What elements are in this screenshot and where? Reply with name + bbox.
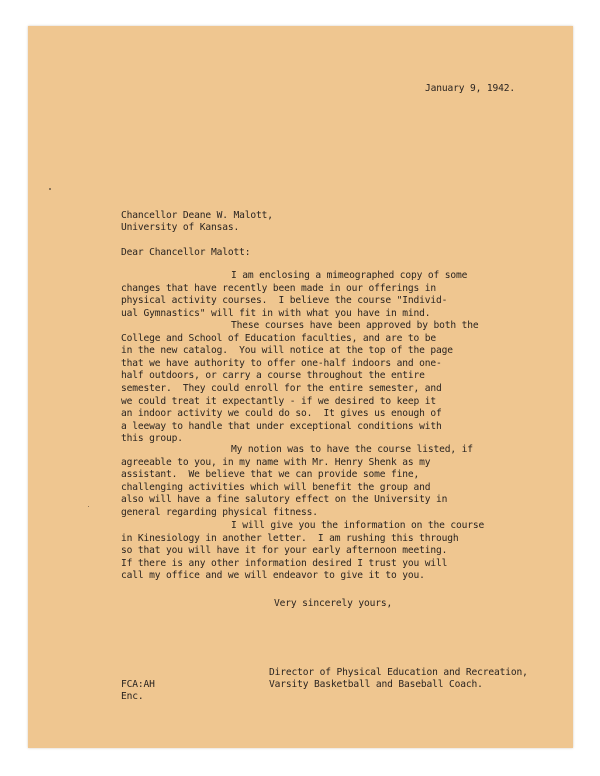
paragraph-line: general regarding physical fitness. <box>121 506 318 518</box>
paragraph-line: in the new catalog. You will notice at the top of the page <box>121 345 453 357</box>
paragraph-line: ual Gymnastics" will fit in with what you have in mind. <box>121 307 431 319</box>
closing: Very sincerely yours, <box>274 598 393 609</box>
paragraph-3 <box>121 444 473 520</box>
paragraph-line: These courses have been approved by both the <box>231 320 479 331</box>
paragraph-line: changes that have recently been made in our offerings in <box>121 282 437 294</box>
paragraph-line: this group. <box>121 433 183 445</box>
salutation: Dear Chancellor Malott: <box>121 247 251 258</box>
paragraph-2 <box>121 320 479 446</box>
paragraph-line: in Kinesiology in another letter. I am rushing this through <box>121 532 459 544</box>
letter-page <box>28 26 573 748</box>
paragraph-1 <box>121 270 467 320</box>
paragraph-line: we could treat it expectantly - if we desired to keep it <box>121 395 437 407</box>
paragraph-line: so that you will have it for your early afternoon meeting. <box>121 545 448 557</box>
paragraph-line: call my office and we will endeavor to give it to you. <box>121 570 425 582</box>
paragraph-line: also will have a fine salutory effect on the University in <box>121 494 448 506</box>
paragraph-line: physical activity courses. I believe the course "Individ- <box>121 295 448 307</box>
paragraph-line: agreeable to you, in my name with Mr. Henry Shenk as my <box>121 456 431 468</box>
paragraph-line: College and School of Education faculties, and are to be <box>121 332 437 344</box>
typist-initials: FCA:AH <box>121 679 155 690</box>
paragraph-line: that we have authority to offer one-half indoors and one- <box>121 357 442 369</box>
paper-speck <box>88 506 89 507</box>
letter-date: January 9, 1942. <box>425 83 516 94</box>
signature-title-line-2: Varsity Basketball and Baseball Coach. <box>269 679 483 690</box>
paragraph-line: an indoor activity we could do so. It gives us enough of <box>121 408 442 420</box>
paragraph-line: half outdoors, or carry a course throughout the entire <box>121 370 425 382</box>
recipient-name: Chancellor Deane W. Malott, <box>121 210 273 221</box>
enclosure-note: Enc. <box>121 691 144 702</box>
paragraph-line: semester. They could enroll for the entire semester, and <box>121 382 442 394</box>
paragraph-line: challenging activities which will benefit the group and <box>121 481 431 493</box>
paragraph-line: My notion was to have the course listed, if <box>231 444 473 455</box>
paper-speck <box>49 188 51 190</box>
signature-title-line-1: Director of Physical Education and Recreation, <box>269 667 528 678</box>
paragraph-line: I will give you the information on the course <box>231 520 485 531</box>
paragraph-line: a leeway to handle that under exceptional conditions with <box>121 420 442 432</box>
recipient-institution: University of Kansas. <box>121 222 240 233</box>
paragraph-line: I am enclosing a mimeographed copy of some <box>231 270 468 281</box>
paragraph-line: If there is any other information desired I trust you will <box>121 557 448 569</box>
paragraph-4 <box>121 520 484 583</box>
paragraph-line: assistant. We believe that we can provide some fine, <box>121 469 420 481</box>
